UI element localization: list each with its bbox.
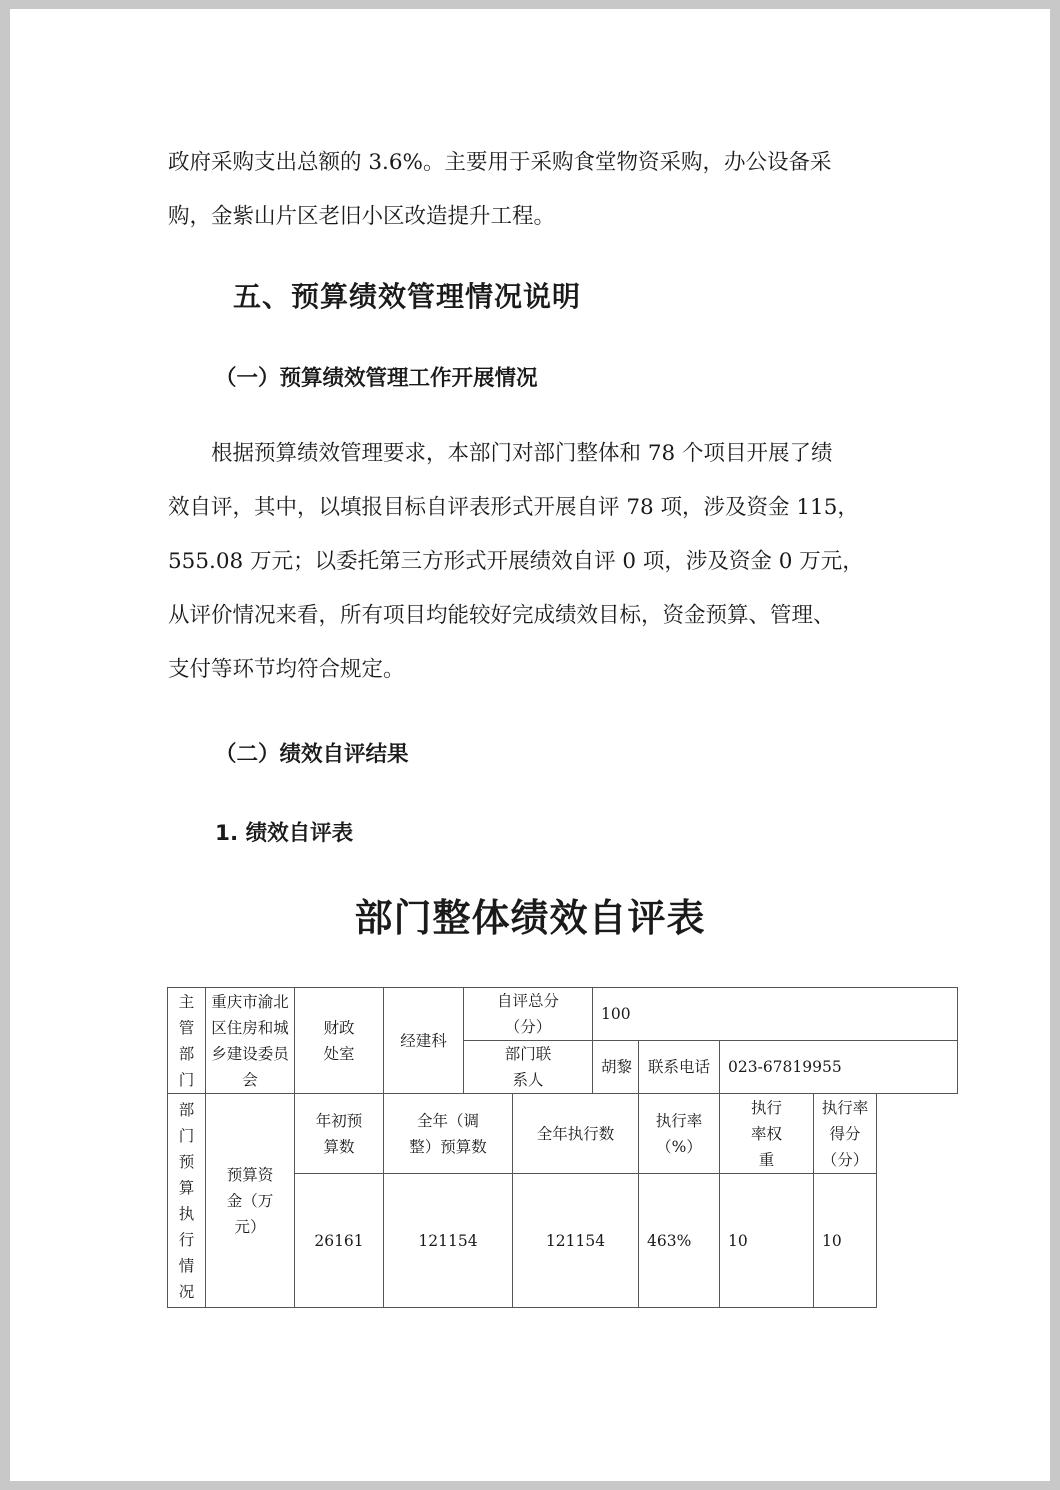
paragraph-evaluation [168, 427, 910, 697]
col-executed-header: 全年执行数 [513, 1094, 639, 1174]
col-weight-header: 执行率权重 [720, 1094, 814, 1174]
phone-label-cell: 联系电话 [639, 1041, 720, 1094]
text-line: 从评价情况来看，所有项目均能较好完成绩效目标，资金预算、管理、 [168, 603, 835, 628]
val-initial-cell: 26161 [295, 1174, 384, 1308]
table-title: 部门整体绩效自评表 [354, 896, 706, 940]
col-rate-header: 执行率（%） [639, 1094, 720, 1174]
val-weight-cell: 10 [720, 1174, 814, 1308]
office-name-cell: 经建科 [384, 988, 464, 1094]
phone-value-cell: 023-67819955 [720, 1041, 958, 1094]
exec-label-cell: 部门预算执行情况 [168, 1094, 206, 1308]
dept-label-cell: 主管部门 [168, 988, 206, 1094]
evaluation-table [167, 987, 958, 1308]
val-rate-cell: 463% [639, 1174, 720, 1308]
col-adjusted-header: 全年（调整）预算数 [384, 1094, 513, 1174]
col-score-header: 执行率得分（分） [814, 1094, 877, 1174]
col-initial-header: 年初预算数 [295, 1094, 384, 1174]
subsection-title-table: 1. 绩效自评表 [215, 821, 354, 846]
office-label-cell: 财政处室 [295, 988, 384, 1094]
val-executed-cell: 121154 [513, 1174, 639, 1308]
subsection-title-results: （二）绩效自评结果 [215, 742, 409, 767]
text-line: 555.08 万元；以委托第三方形式开展绩效自评 0 项，涉及资金 0 万元， [168, 549, 864, 574]
score-value-cell: 100 [593, 988, 958, 1041]
val-score-cell: 10 [814, 1174, 877, 1308]
text-line: 效自评，其中，以填报目标自评表形式开展自评 78 项，涉及资金 115， [168, 495, 859, 520]
section-title: 五、预算绩效管理情况说明 [233, 280, 582, 313]
text-line: 根据预算绩效管理要求，本部门对部门整体和 78 个项目开展了绩 [211, 441, 833, 466]
val-adjusted-cell: 121154 [384, 1174, 513, 1308]
contact-name-cell: 胡黎 [593, 1041, 639, 1094]
score-label-cell: 自评总分（分） [464, 988, 593, 1041]
text-line: 政府采购支出总额的 3.6%。主要用于采购食堂物资采购，办公设备采 [168, 150, 832, 175]
document-page [10, 9, 1050, 1481]
subsection-title-work: （一）预算绩效管理工作开展情况 [215, 366, 538, 391]
table-row [168, 1094, 958, 1174]
paragraph-procurement [168, 136, 910, 244]
text-line: 购，金紫山片区老旧小区改造提升工程。 [168, 204, 556, 229]
table-row [168, 988, 958, 1041]
text-line: 支付等环节均符合规定。 [168, 657, 405, 682]
fund-label-cell: 预算资金（万元） [206, 1094, 295, 1308]
dept-name-cell: 重庆市渝北区住房和城乡建设委员会 [206, 988, 295, 1094]
contact-label-cell: 部门联系人 [464, 1041, 593, 1094]
